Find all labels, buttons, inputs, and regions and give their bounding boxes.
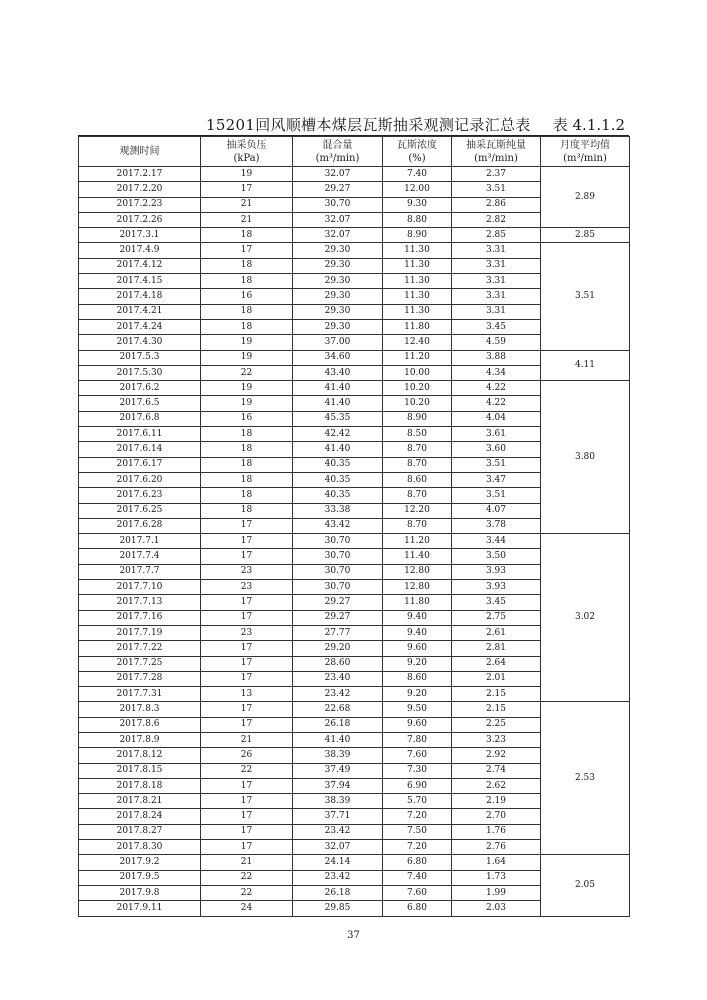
monthly-average-cell: 2.53: [541, 702, 630, 855]
pure-flow-cell: 3.31: [452, 258, 541, 273]
mixed-flow-cell: 23.42: [293, 687, 383, 702]
concentration-cell: 11.20: [383, 350, 452, 365]
mixed-flow-cell: 41.40: [293, 442, 383, 457]
pressure-cell: 16: [201, 289, 293, 304]
pressure-cell: 18: [201, 274, 293, 289]
date-cell: 2017.7.22: [79, 641, 201, 656]
concentration-cell: 7.40: [383, 870, 452, 885]
pressure-cell: 19: [201, 335, 293, 350]
mixed-flow-cell: 30.70: [293, 549, 383, 564]
pressure-cell: 17: [201, 641, 293, 656]
table-number: 表 4.1.1.2: [552, 116, 625, 134]
date-cell: 2017.6.17: [79, 457, 201, 472]
pure-flow-cell: 2.01: [452, 671, 541, 686]
pure-flow-cell: 3.47: [452, 472, 541, 487]
mixed-flow-cell: 23.42: [293, 870, 383, 885]
mixed-flow-cell: 29.85: [293, 901, 383, 916]
concentration-cell: 7.80: [383, 732, 452, 747]
concentration-cell: 12.40: [383, 335, 452, 350]
mixed-flow-cell: 27.77: [293, 625, 383, 640]
pressure-cell: 19: [201, 381, 293, 396]
pure-flow-cell: 3.44: [452, 534, 541, 549]
concentration-cell: 12.00: [383, 182, 452, 197]
pure-flow-cell: 2.61: [452, 625, 541, 640]
concentration-cell: 9.60: [383, 641, 452, 656]
pressure-cell: 17: [201, 182, 293, 197]
concentration-cell: 6.80: [383, 901, 452, 916]
pure-flow-cell: 3.51: [452, 182, 541, 197]
pressure-cell: 24: [201, 901, 293, 916]
concentration-cell: 8.70: [383, 488, 452, 503]
pure-flow-cell: 4.22: [452, 381, 541, 396]
date-cell: 2017.7.19: [79, 625, 201, 640]
date-cell: 2017.9.2: [79, 855, 201, 870]
mixed-flow-cell: 38.39: [293, 748, 383, 763]
concentration-cell: 7.60: [383, 885, 452, 900]
mixed-flow-cell: 45.35: [293, 411, 383, 426]
mixed-flow-cell: 32.07: [293, 840, 383, 855]
table-header-row: [79, 137, 630, 167]
concentration-cell: 11.30: [383, 304, 452, 319]
concentration-cell: 10.20: [383, 381, 452, 396]
mixed-flow-cell: 30.70: [293, 564, 383, 579]
mixed-flow-cell: 40.35: [293, 488, 383, 503]
pure-flow-cell: 2.03: [452, 901, 541, 916]
pressure-cell: 18: [201, 258, 293, 273]
pure-flow-cell: 3.93: [452, 580, 541, 595]
pressure-cell: 17: [201, 794, 293, 809]
mixed-flow-cell: 43.40: [293, 365, 383, 380]
pressure-cell: 17: [201, 778, 293, 793]
date-cell: 2017.7.13: [79, 595, 201, 610]
pressure-cell: 17: [201, 549, 293, 564]
monthly-average-cell: 2.89: [541, 167, 630, 228]
concentration-cell: 10.20: [383, 396, 452, 411]
date-cell: 2017.2.17: [79, 167, 201, 182]
date-cell: 2017.2.20: [79, 182, 201, 197]
pressure-cell: 22: [201, 870, 293, 885]
pure-flow-cell: 1.76: [452, 824, 541, 839]
pressure-cell: 21: [201, 732, 293, 747]
gas-drainage-table: [78, 136, 630, 917]
title-row: [78, 114, 629, 134]
mixed-flow-cell: 30.70: [293, 534, 383, 549]
concentration-cell: 12.80: [383, 580, 452, 595]
pure-flow-cell: 4.34: [452, 365, 541, 380]
date-cell: 2017.6.8: [79, 411, 201, 426]
concentration-cell: 8.90: [383, 411, 452, 426]
mixed-flow-cell: 30.70: [293, 197, 383, 212]
concentration-cell: 7.20: [383, 840, 452, 855]
pure-flow-cell: 3.31: [452, 243, 541, 258]
concentration-cell: 5.70: [383, 794, 452, 809]
pure-flow-cell: 2.76: [452, 840, 541, 855]
date-cell: 2017.7.25: [79, 656, 201, 671]
date-cell: 2017.7.31: [79, 687, 201, 702]
date-cell: 2017.6.5: [79, 396, 201, 411]
date-cell: 2017.6.20: [79, 472, 201, 487]
mixed-flow-cell: 29.30: [293, 258, 383, 273]
pure-flow-cell: 2.81: [452, 641, 541, 656]
pressure-cell: 17: [201, 717, 293, 732]
table-row: [79, 350, 630, 365]
date-cell: 2017.8.6: [79, 717, 201, 732]
table-row: [79, 228, 630, 243]
concentration-cell: 8.60: [383, 472, 452, 487]
mixed-flow-cell: 29.30: [293, 274, 383, 289]
mixed-flow-cell: 41.40: [293, 396, 383, 411]
mixed-flow-cell: 29.27: [293, 610, 383, 625]
pressure-cell: 18: [201, 427, 293, 442]
concentration-cell: 11.20: [383, 534, 452, 549]
concentration-cell: 8.60: [383, 671, 452, 686]
concentration-cell: 7.40: [383, 167, 452, 182]
mixed-flow-cell: 38.39: [293, 794, 383, 809]
pressure-cell: 21: [201, 212, 293, 227]
mixed-flow-cell: 26.18: [293, 885, 383, 900]
pure-flow-cell: 4.59: [452, 335, 541, 350]
pressure-cell: 18: [201, 472, 293, 487]
pure-flow-cell: 3.78: [452, 518, 541, 533]
concentration-cell: 7.60: [383, 748, 452, 763]
date-cell: 2017.6.11: [79, 427, 201, 442]
concentration-cell: 12.20: [383, 503, 452, 518]
pressure-cell: 18: [201, 304, 293, 319]
table-body: [79, 167, 630, 917]
pressure-cell: 26: [201, 748, 293, 763]
pure-flow-cell: 2.85: [452, 228, 541, 243]
pressure-cell: 22: [201, 885, 293, 900]
concentration-cell: 8.70: [383, 442, 452, 457]
concentration-cell: 11.40: [383, 549, 452, 564]
date-cell: 2017.4.18: [79, 289, 201, 304]
monthly-average-cell: 3.02: [541, 534, 630, 702]
mixed-flow-cell: 37.00: [293, 335, 383, 350]
pressure-cell: 19: [201, 350, 293, 365]
pure-flow-cell: 3.45: [452, 319, 541, 334]
concentration-cell: 11.80: [383, 595, 452, 610]
pure-flow-cell: 2.64: [452, 656, 541, 671]
pressure-cell: 17: [201, 518, 293, 533]
table-row: [79, 167, 630, 182]
concentration-cell: 6.80: [383, 855, 452, 870]
mixed-flow-cell: 41.40: [293, 732, 383, 747]
concentration-cell: 8.70: [383, 518, 452, 533]
pressure-cell: 22: [201, 763, 293, 778]
pressure-cell: 23: [201, 580, 293, 595]
date-cell: 2017.2.26: [79, 212, 201, 227]
mixed-flow-cell: 29.30: [293, 243, 383, 258]
mixed-flow-cell: 24.14: [293, 855, 383, 870]
table-row: [79, 855, 630, 870]
pure-flow-cell: 3.31: [452, 274, 541, 289]
pure-flow-cell: 1.73: [452, 870, 541, 885]
mixed-flow-cell: 29.30: [293, 319, 383, 334]
concentration-cell: 9.40: [383, 625, 452, 640]
concentration-cell: 11.80: [383, 319, 452, 334]
date-cell: 2017.6.23: [79, 488, 201, 503]
date-cell: 2017.4.9: [79, 243, 201, 258]
pressure-cell: 17: [201, 610, 293, 625]
concentration-cell: 9.60: [383, 717, 452, 732]
concentration-cell: 11.30: [383, 243, 452, 258]
mixed-flow-cell: 30.70: [293, 580, 383, 595]
date-cell: 2017.8.27: [79, 824, 201, 839]
date-cell: 2017.7.16: [79, 610, 201, 625]
pressure-cell: 18: [201, 503, 293, 518]
date-cell: 2017.9.8: [79, 885, 201, 900]
pressure-cell: 13: [201, 687, 293, 702]
concentration-cell: 11.30: [383, 289, 452, 304]
monthly-average-cell: 3.80: [541, 381, 630, 534]
concentration-cell: 11.30: [383, 274, 452, 289]
mixed-flow-cell: 41.40: [293, 381, 383, 396]
date-cell: 2017.9.11: [79, 901, 201, 916]
mixed-flow-cell: 28.60: [293, 656, 383, 671]
pure-flow-cell: 3.88: [452, 350, 541, 365]
concentration-cell: 9.30: [383, 197, 452, 212]
date-cell: 2017.8.24: [79, 809, 201, 824]
table-row: [79, 243, 630, 258]
mixed-flow-cell: 40.35: [293, 472, 383, 487]
date-cell: 2017.6.25: [79, 503, 201, 518]
concentration-cell: 8.80: [383, 212, 452, 227]
concentration-cell: 8.50: [383, 427, 452, 442]
pressure-cell: 17: [201, 595, 293, 610]
pressure-cell: 18: [201, 319, 293, 334]
date-cell: 2017.3.1: [79, 228, 201, 243]
concentration-cell: 9.50: [383, 702, 452, 717]
pure-flow-cell: 2.74: [452, 763, 541, 778]
concentration-cell: 8.90: [383, 228, 452, 243]
date-cell: 2017.6.28: [79, 518, 201, 533]
concentration-cell: 8.70: [383, 457, 452, 472]
pressure-cell: 23: [201, 564, 293, 579]
pure-flow-cell: 3.31: [452, 289, 541, 304]
pure-flow-cell: 2.37: [452, 167, 541, 182]
mixed-flow-cell: 37.94: [293, 778, 383, 793]
date-cell: 2017.8.30: [79, 840, 201, 855]
pressure-cell: 17: [201, 656, 293, 671]
mixed-flow-cell: 29.30: [293, 289, 383, 304]
date-cell: 2017.7.1: [79, 534, 201, 549]
date-cell: 2017.9.5: [79, 870, 201, 885]
document-title: 15201回风顺槽本煤层瓦斯抽采观测记录汇总表: [206, 116, 531, 134]
header-pressure: 抽采负压 (kPa): [201, 137, 293, 167]
mixed-flow-cell: 26.18: [293, 717, 383, 732]
mixed-flow-cell: 29.27: [293, 182, 383, 197]
mixed-flow-cell: 43.42: [293, 518, 383, 533]
pure-flow-cell: 3.51: [452, 488, 541, 503]
pressure-cell: 17: [201, 840, 293, 855]
table-row: [79, 534, 630, 549]
date-cell: 2017.4.12: [79, 258, 201, 273]
pure-flow-cell: 3.23: [452, 732, 541, 747]
monthly-average-cell: 2.05: [541, 855, 630, 916]
concentration-cell: 9.40: [383, 610, 452, 625]
pure-flow-cell: 3.45: [452, 595, 541, 610]
pressure-cell: 18: [201, 442, 293, 457]
mixed-flow-cell: 33.38: [293, 503, 383, 518]
pure-flow-cell: 3.60: [452, 442, 541, 457]
mixed-flow-cell: 32.07: [293, 167, 383, 182]
page-number: 37: [347, 930, 360, 941]
mixed-flow-cell: 29.27: [293, 595, 383, 610]
pure-flow-cell: 2.86: [452, 197, 541, 212]
date-cell: 2017.7.7: [79, 564, 201, 579]
mixed-flow-cell: 23.42: [293, 824, 383, 839]
mixed-flow-cell: 42.42: [293, 427, 383, 442]
mixed-flow-cell: 29.20: [293, 641, 383, 656]
table-row: [79, 381, 630, 396]
pressure-cell: 19: [201, 167, 293, 182]
concentration-cell: 7.20: [383, 809, 452, 824]
pure-flow-cell: 2.15: [452, 687, 541, 702]
pure-flow-cell: 1.99: [452, 885, 541, 900]
date-cell: 2017.8.15: [79, 763, 201, 778]
pressure-cell: 17: [201, 702, 293, 717]
date-cell: 2017.8.18: [79, 778, 201, 793]
pressure-cell: 17: [201, 243, 293, 258]
pressure-cell: 21: [201, 855, 293, 870]
header-mixed-flow: 混合量 (m³/min): [293, 137, 383, 167]
date-cell: 2017.5.30: [79, 365, 201, 380]
mixed-flow-cell: 29.30: [293, 304, 383, 319]
mixed-flow-cell: 40.35: [293, 457, 383, 472]
concentration-cell: 9.20: [383, 687, 452, 702]
pressure-cell: 17: [201, 671, 293, 686]
pure-flow-cell: 2.82: [452, 212, 541, 227]
pressure-cell: 23: [201, 625, 293, 640]
mixed-flow-cell: 37.49: [293, 763, 383, 778]
monthly-average-cell: 3.51: [541, 243, 630, 350]
mixed-flow-cell: 37.71: [293, 809, 383, 824]
pressure-cell: 16: [201, 411, 293, 426]
mixed-flow-cell: 22.68: [293, 702, 383, 717]
date-cell: 2017.5.3: [79, 350, 201, 365]
mixed-flow-cell: 32.07: [293, 212, 383, 227]
pure-flow-cell: 3.51: [452, 457, 541, 472]
pure-flow-cell: 2.92: [452, 748, 541, 763]
mixed-flow-cell: 34.60: [293, 350, 383, 365]
pure-flow-cell: 2.15: [452, 702, 541, 717]
pure-flow-cell: 4.22: [452, 396, 541, 411]
pure-flow-cell: 2.75: [452, 610, 541, 625]
concentration-cell: 11.30: [383, 258, 452, 273]
pure-flow-cell: 2.25: [452, 717, 541, 732]
pure-flow-cell: 3.61: [452, 427, 541, 442]
pure-flow-cell: 1.64: [452, 855, 541, 870]
date-cell: 2017.6.2: [79, 381, 201, 396]
header-date: 观测时间: [79, 137, 201, 167]
pure-flow-cell: 4.04: [452, 411, 541, 426]
header-monthly-average: 月度平均值 (m³/min): [541, 137, 630, 167]
date-cell: 2017.2.23: [79, 197, 201, 212]
pressure-cell: 19: [201, 396, 293, 411]
pure-flow-cell: 3.93: [452, 564, 541, 579]
date-cell: 2017.4.15: [79, 274, 201, 289]
date-cell: 2017.7.10: [79, 580, 201, 595]
date-cell: 2017.4.21: [79, 304, 201, 319]
pure-flow-cell: 3.31: [452, 304, 541, 319]
pure-flow-cell: 3.50: [452, 549, 541, 564]
concentration-cell: 9.20: [383, 656, 452, 671]
concentration-cell: 7.50: [383, 824, 452, 839]
date-cell: 2017.8.3: [79, 702, 201, 717]
concentration-cell: 6.90: [383, 778, 452, 793]
header-pure-flow: 抽采瓦斯纯量 (m³/min): [452, 137, 541, 167]
date-cell: 2017.7.4: [79, 549, 201, 564]
date-cell: 2017.4.30: [79, 335, 201, 350]
pressure-cell: 18: [201, 457, 293, 472]
mixed-flow-cell: 23.40: [293, 671, 383, 686]
concentration-cell: 12.80: [383, 564, 452, 579]
monthly-average-cell: 4.11: [541, 350, 630, 381]
pressure-cell: 17: [201, 824, 293, 839]
date-cell: 2017.8.9: [79, 732, 201, 747]
pure-flow-cell: 4.07: [452, 503, 541, 518]
mixed-flow-cell: 32.07: [293, 228, 383, 243]
date-cell: 2017.8.12: [79, 748, 201, 763]
pressure-cell: 17: [201, 534, 293, 549]
pure-flow-cell: 2.62: [452, 778, 541, 793]
date-cell: 2017.7.28: [79, 671, 201, 686]
date-cell: 2017.4.24: [79, 319, 201, 334]
date-cell: 2017.8.21: [79, 794, 201, 809]
date-cell: 2017.6.14: [79, 442, 201, 457]
monthly-average-cell: 2.85: [541, 228, 630, 243]
pressure-cell: 18: [201, 488, 293, 503]
table-row: [79, 702, 630, 717]
header-concentration: 瓦斯浓度 (%): [383, 137, 452, 167]
pure-flow-cell: 2.70: [452, 809, 541, 824]
pressure-cell: 22: [201, 365, 293, 380]
concentration-cell: 7.30: [383, 763, 452, 778]
pure-flow-cell: 2.19: [452, 794, 541, 809]
pressure-cell: 17: [201, 809, 293, 824]
concentration-cell: 10.00: [383, 365, 452, 380]
pressure-cell: 18: [201, 228, 293, 243]
pressure-cell: 21: [201, 197, 293, 212]
